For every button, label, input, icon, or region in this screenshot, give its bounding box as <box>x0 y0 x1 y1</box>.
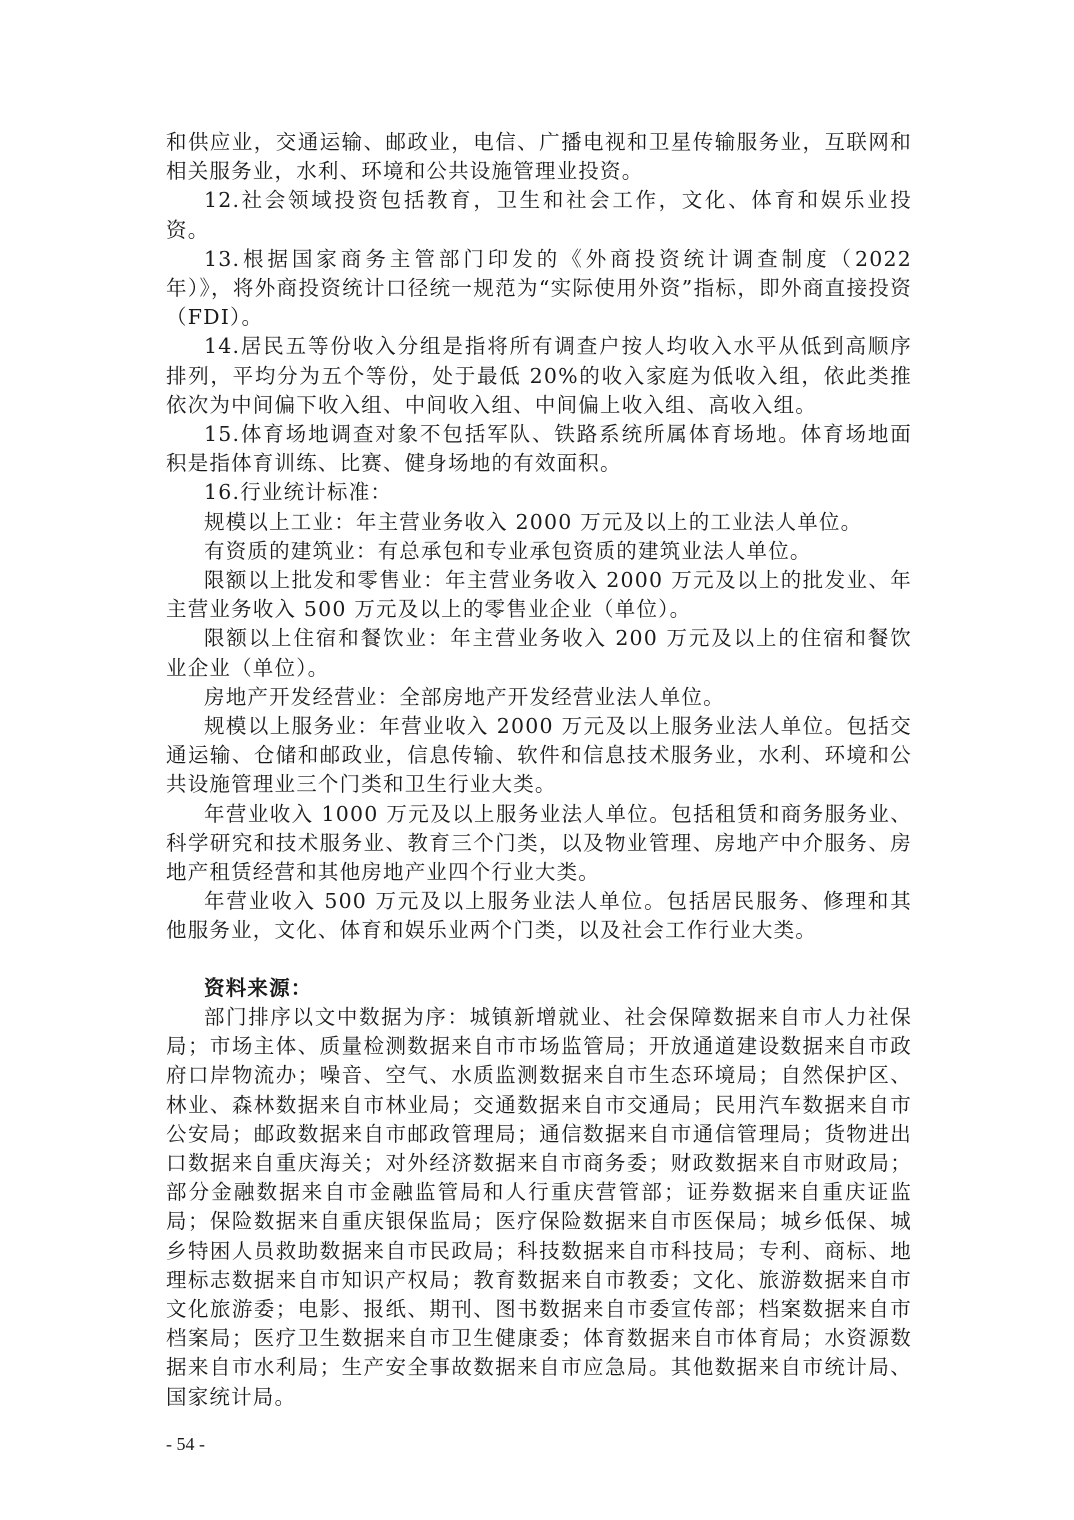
document-body <box>166 128 912 1412</box>
paragraph-construction-standard: 有资质的建筑业：有总承包和专业承包资质的建筑业法人单位。 <box>204 538 812 563</box>
paragraph-accommodation-catering-standard: 限额以上住宿和餐饮业：年主营业务收入 200 万元及以上的住宿和餐饮业企业（单位）。 <box>166 626 912 680</box>
sources-heading: 资料来源： <box>204 975 313 1000</box>
paragraph-services-standard: 规模以上服务业：年营业收入 2000 万元及以上服务业法人单位。包括交通运输、仓储和邮政业，信息传输、软件和信息技术服务业，水利、环境和公共设施管理业三个门类和卫生行业大类。 <box>166 714 912 797</box>
paragraph-note-12: 12.社会领域投资包括教育，卫生和社会工作，文化、体育和娱乐业投资。 <box>166 188 912 242</box>
sources-text: 部门排序以文中数据为序：城镇新增就业、社会保障数据来自市人力社保局；市场主体、质量检测数据来自市市场监管局；开放通道建设数据来自市政府口岸物流办；噪音、空气、水质监测数据来自市生态环境局；自然保护区、林业、森林数据来自市林业局；交通数据来自市交通局；民用汽车数据来自市公安局；邮政数据来自市邮政管理局；通信数据来自市通信管理局；货物进出口数据来自重庆海关；对外经济数据来自市商务委；财政数据来自市财政局；部分金融数据来自市金融监管局和人行重庆营管部；证券数据来自重庆证监局；保险数据来自重庆银保监局；医疗保险数据来自市医保局；城乡低保、城乡特困人员救助数据来自市民政局；科技数据来自市科技局；专利、商标、地理标志数据来自市知识产权局；教育数据来自市教委；文化、旅游数据来自市文化旅游委；电影、报纸、期刊、图书数据来自市委宣传部；档案数据来自市档案局；医疗卫生数据来自市卫生健康委；体育数据来自市体育局；水资源数据来自市水利局；生产安全事故数据来自市应急局。其他数据来自市统计局、国家统计局。 <box>166 1004 912 1409</box>
paragraph-note-13: 13.根据国家商务主管部门印发的《外商投资统计调查制度（2022 年）》，将外商投资统计口径统一规范为“实际使用外资”指标，即外商直接投资（FDI）。 <box>166 246 912 330</box>
paragraph-continuation: 和供应业，交通运输、邮政业，电信、广播电视和卫星传输服务业，互联网和相关服务业，水利、环境和公共设施管理业投资。 <box>166 130 912 184</box>
paragraph-note-15: 15.体育场地调查对象不包括军队、铁路系统所属体育场地。体育场地面积是指体育训练、比赛、健身场地的有效面积。 <box>166 422 912 476</box>
paragraph-wholesale-retail-standard: 限额以上批发和零售业：年主营业务收入 2000 万元及以上的批发业、年主营业务收入 500 万元及以上的零售业企业（单位）。 <box>166 568 912 622</box>
paragraph-note-14: 14.居民五等份收入分组是指将所有调查户按人均收入水平从低到高顺序排列，平均分为五个等份，处于最低 20%的收入家庭为低收入组，依此类推依次为中间偏下收入组、中间收入组、中间偏上收入组、高收入组。 <box>166 334 912 417</box>
paragraph-services-1000: 年营业收入 1000 万元及以上服务业法人单位。包括租赁和商务服务业、科学研究和技术服务业、教育三个门类，以及物业管理、房地产中介服务、房地产租赁经营和其他房地产业四个行业大类。 <box>166 801 912 885</box>
page-number: - 54 - <box>166 1434 205 1454</box>
paragraph-real-estate-standard: 房地产开发经营业：全部房地产开发经营业法人单位。 <box>204 684 725 709</box>
paragraph-industry-standard: 规模以上工业：年主营业务收入 2000 万元及以上的工业法人单位。 <box>204 509 863 534</box>
paragraph-services-500: 年营业收入 500 万元及以上服务业法人单位。包括居民服务、修理和其他服务业，文化、体育和娱乐业两个门类，以及社会工作行业大类。 <box>166 889 912 943</box>
paragraph-note-16: 16.行业统计标准： <box>204 480 393 505</box>
